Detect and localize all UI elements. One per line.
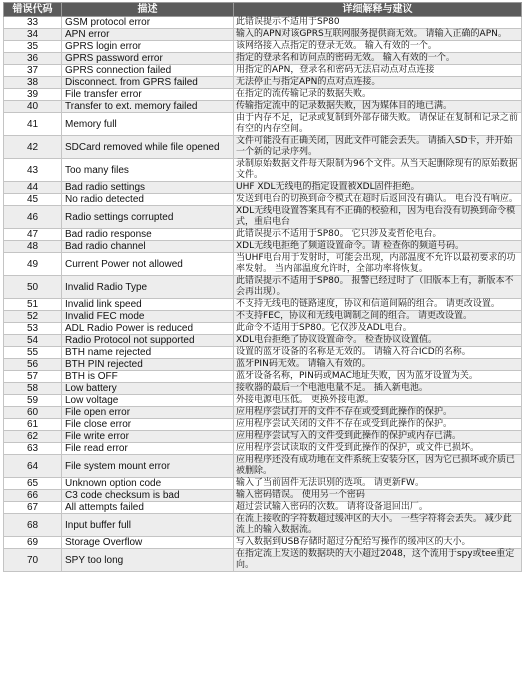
error-code-cell: 57 xyxy=(4,371,62,383)
error-name-cell: Transfer to ext. memory failed xyxy=(62,101,234,113)
error-explanation-cell: 此错误提示不适用于SP80。 它只涉及麦哲伦电台。 xyxy=(234,229,522,241)
error-name-cell: File read error xyxy=(62,443,234,455)
error-explanation-cell: 在指定流上发送的数据块的大小超过2048，这个流用于spy或tee重定向。 xyxy=(234,549,522,572)
table-body xyxy=(4,17,522,572)
error-code-cell: 64 xyxy=(4,455,62,478)
error-code-cell: 68 xyxy=(4,514,62,537)
error-explanation-cell: 此命令不适用于SP80。它仅涉及ADL电台。 xyxy=(234,323,522,335)
error-name-cell: Disconnect. from GPRS failed xyxy=(62,77,234,89)
error-explanation-cell: 传输指定流中的记录数据失败，因为媒体目的地已满。 xyxy=(234,101,522,113)
error-code-cell: 55 xyxy=(4,347,62,359)
table-row xyxy=(4,537,522,549)
error-name-cell: GPRS connection failed xyxy=(62,65,234,77)
error-code-cell: 56 xyxy=(4,359,62,371)
error-name-cell: No radio detected xyxy=(62,194,234,206)
error-name-cell: File write error xyxy=(62,431,234,443)
header-row xyxy=(4,3,522,17)
error-name-cell: Low battery xyxy=(62,383,234,395)
error-explanation-cell: UHF XDL无线电的指定设置被XDL固件拒绝。 xyxy=(234,182,522,194)
error-code-cell: 58 xyxy=(4,383,62,395)
error-code-cell: 33 xyxy=(4,17,62,29)
error-code-cell: 41 xyxy=(4,113,62,136)
table-row xyxy=(4,455,522,478)
error-name-cell: SDCard removed while file opened xyxy=(62,136,234,159)
table-row xyxy=(4,101,522,113)
table-row xyxy=(4,41,522,53)
error-code-cell: 52 xyxy=(4,311,62,323)
error-name-cell: BTH is OFF xyxy=(62,371,234,383)
error-name-cell: Invalid Radio Type xyxy=(62,276,234,299)
table-row xyxy=(4,17,522,29)
error-explanation-cell: 超过尝试输入密码的次数。 请将设备退回出厂。 xyxy=(234,502,522,514)
error-code-cell: 38 xyxy=(4,77,62,89)
error-explanation-cell: 此错误提示不适用于SP80 xyxy=(234,17,522,29)
table-row xyxy=(4,311,522,323)
error-code-cell: 37 xyxy=(4,65,62,77)
table-row xyxy=(4,113,522,136)
error-explanation-cell: 蓝牙PIN码无效。 请输入有效的。 xyxy=(234,359,522,371)
error-name-cell: Current Power not allowed xyxy=(62,253,234,276)
error-explanation-cell: 输入了当前固件无法识别的选项。 请更新FW。 xyxy=(234,478,522,490)
table-row xyxy=(4,431,522,443)
error-name-cell: File open error xyxy=(62,407,234,419)
error-explanation-cell: 当UHF电台用于发射时，可能会出现，内部温度不允许以最初要求的功率发射。 当内部温度允许时，全部功率将恢复。 xyxy=(234,253,522,276)
error-code-cell: 61 xyxy=(4,419,62,431)
error-code-cell: 53 xyxy=(4,323,62,335)
error-code-cell: 60 xyxy=(4,407,62,419)
error-explanation-cell: 在指定的流传输记录的数据失败。 xyxy=(234,89,522,101)
error-code-cell: 48 xyxy=(4,241,62,253)
table-row xyxy=(4,549,522,572)
error-name-cell: File system mount error xyxy=(62,455,234,478)
error-code-cell: 66 xyxy=(4,490,62,502)
error-name-cell: File transfer error xyxy=(62,89,234,101)
table-row xyxy=(4,335,522,347)
error-explanation-cell: 发送到电台的切换到命令模式在超时后返回没有确认。 电台没有响应。 xyxy=(234,194,522,206)
table-row xyxy=(4,383,522,395)
error-code-cell: 42 xyxy=(4,136,62,159)
error-explanation-cell: 输入密码错误。 使用另一个密码 xyxy=(234,490,522,502)
table-row xyxy=(4,347,522,359)
error-explanation-cell: 此错误提示不适用于SP80。 报警已经过时了（旧版本上有，新版本不会再出现）。 xyxy=(234,276,522,299)
error-code-cell: 51 xyxy=(4,299,62,311)
table-row xyxy=(4,182,522,194)
error-name-cell: File close error xyxy=(62,419,234,431)
header-code: 错误代码 xyxy=(4,3,62,17)
error-code-cell: 34 xyxy=(4,29,62,41)
table-row xyxy=(4,276,522,299)
error-code-cell: 40 xyxy=(4,101,62,113)
error-code-cell: 39 xyxy=(4,89,62,101)
error-code-table xyxy=(3,2,522,572)
error-explanation-cell: XDL无线电拒绝了频道设置命令。请 检查你的频道号码。 xyxy=(234,241,522,253)
error-code-cell: 50 xyxy=(4,276,62,299)
error-explanation-cell: 蓝牙设备名称，PIN码或MAC地址失败，因为蓝牙设置为关。 xyxy=(234,371,522,383)
error-explanation-cell: 不支持FEC，协议和无线电调制之间的组合。 请更改设置。 xyxy=(234,311,522,323)
error-explanation-cell: 写入数据到USB存储时超过分配给写操作的缓冲区的大小。 xyxy=(234,537,522,549)
table-header xyxy=(4,3,522,17)
table-row xyxy=(4,241,522,253)
error-explanation-cell: 不支持无线电的链路速度，协议和信道间隔的组合。 请更改设置。 xyxy=(234,299,522,311)
table-row xyxy=(4,359,522,371)
error-name-cell: APN error xyxy=(62,29,234,41)
error-code-cell: 69 xyxy=(4,537,62,549)
error-explanation-cell: 文件可能没有正确关闭，因此文件可能会丢失。 请插入SD卡，并开始一个新的记录序列。 xyxy=(234,136,522,159)
error-explanation-cell: XDL无线电设置答案具有不正确的校验和，因为电台没有切换到命令模式，重启电台 xyxy=(234,206,522,229)
error-name-cell: BTH name rejected xyxy=(62,347,234,359)
error-explanation-cell: 外接电源电压低。 更换外接电源。 xyxy=(234,395,522,407)
table-row xyxy=(4,407,522,419)
error-code-cell: 59 xyxy=(4,395,62,407)
error-explanation-cell: 录制原始数据文件每天限制为96个文件。从当天起删除现有的原始数据文件。 xyxy=(234,159,522,182)
error-explanation-cell: XDL电台拒绝了协议设置命令。 检查协议设置值。 xyxy=(234,335,522,347)
table-row xyxy=(4,514,522,537)
error-name-cell: BTH PIN rejected xyxy=(62,359,234,371)
table-row xyxy=(4,194,522,206)
error-explanation-cell: 输入的APN对该GPRS互联网服务提供商无效。 请输入正确的APN。 xyxy=(234,29,522,41)
error-explanation-cell: 无法停止与指定APN的点对点连接。 xyxy=(234,77,522,89)
error-code-cell: 70 xyxy=(4,549,62,572)
error-explanation-cell: 应用程序尝试写入的文件受到此操作的保护或内存已满。 xyxy=(234,431,522,443)
error-name-cell: GSM protocol error xyxy=(62,17,234,29)
table-row xyxy=(4,206,522,229)
error-name-cell: Bad radio response xyxy=(62,229,234,241)
error-code-cell: 46 xyxy=(4,206,62,229)
error-explanation-cell: 接收器的最后一个电池电量不足。 插入新电池。 xyxy=(234,383,522,395)
error-name-cell: Radio Protocol not supported xyxy=(62,335,234,347)
error-explanation-cell: 该网络接入点指定的登录无效。 输入有效的一个。 xyxy=(234,41,522,53)
error-code-cell: 35 xyxy=(4,41,62,53)
error-name-cell: Invalid link speed xyxy=(62,299,234,311)
error-code-cell: 36 xyxy=(4,53,62,65)
error-code-cell: 62 xyxy=(4,431,62,443)
error-name-cell: Memory full xyxy=(62,113,234,136)
error-name-cell: GPRS login error xyxy=(62,41,234,53)
table-row xyxy=(4,136,522,159)
error-code-cell: 65 xyxy=(4,478,62,490)
table-row xyxy=(4,395,522,407)
table-row xyxy=(4,490,522,502)
table-row xyxy=(4,29,522,41)
error-name-cell: Bad radio settings xyxy=(62,182,234,194)
error-code-cell: 54 xyxy=(4,335,62,347)
error-code-cell: 45 xyxy=(4,194,62,206)
table-row xyxy=(4,229,522,241)
error-name-cell: Invalid FEC mode xyxy=(62,311,234,323)
error-explanation-cell: 在流上接收的字符数超过缓冲区的大小。 一些字符将会丢失。 减少此流上的输入数据流。 xyxy=(234,514,522,537)
error-name-cell: SPY too long xyxy=(62,549,234,572)
error-name-cell: ADL Radio Power is reduced xyxy=(62,323,234,335)
table-row xyxy=(4,159,522,182)
table-row xyxy=(4,65,522,77)
error-name-cell: Too many files xyxy=(62,159,234,182)
error-code-cell: 49 xyxy=(4,253,62,276)
error-explanation-cell: 指定的登录名和访问点的密码无效。 输入有效的一个。 xyxy=(234,53,522,65)
table-row xyxy=(4,443,522,455)
table-row xyxy=(4,419,522,431)
error-explanation-cell: 应用程序尝试读取的文件受到此操作的保护，或文件已损坏。 xyxy=(234,443,522,455)
error-code-cell: 43 xyxy=(4,159,62,182)
error-name-cell: Bad radio channel xyxy=(62,241,234,253)
table-row xyxy=(4,502,522,514)
table-row xyxy=(4,299,522,311)
table-row xyxy=(4,323,522,335)
error-explanation-cell: 由于内存不足，记录或复制到外部存储失败。 请保证在复制和记录之前有空的内存空间。 xyxy=(234,113,522,136)
header-description: 描述 xyxy=(62,3,234,17)
header-explanation: 详细解释与建议 xyxy=(234,3,522,17)
error-name-cell: Storage Overflow xyxy=(62,537,234,549)
error-explanation-cell: 应用程序还没有成功地在文件系统上安装分区，因为它已损坏或介质已被删除。 xyxy=(234,455,522,478)
table-row xyxy=(4,77,522,89)
error-code-cell: 44 xyxy=(4,182,62,194)
error-code-cell: 63 xyxy=(4,443,62,455)
error-name-cell: Low voltage xyxy=(62,395,234,407)
error-explanation-cell: 用指定的APN，登录名和密码无法启动点对点连接 xyxy=(234,65,522,77)
error-explanation-cell: 设置的蓝牙设备的名称是无效的。 请输入符合ICD的名称。 xyxy=(234,347,522,359)
error-name-cell: GPRS password error xyxy=(62,53,234,65)
table-row xyxy=(4,53,522,65)
error-name-cell: Input buffer full xyxy=(62,514,234,537)
error-name-cell: All attempts failed xyxy=(62,502,234,514)
error-name-cell: Radio settings corrupted xyxy=(62,206,234,229)
table-row xyxy=(4,89,522,101)
error-code-cell: 67 xyxy=(4,502,62,514)
table-row xyxy=(4,478,522,490)
error-name-cell: C3 code checksum is bad xyxy=(62,490,234,502)
error-explanation-cell: 应用程序尝试打开的文件不存在或受到此操作的保护。 xyxy=(234,407,522,419)
table-row xyxy=(4,253,522,276)
table-row xyxy=(4,371,522,383)
error-code-cell: 47 xyxy=(4,229,62,241)
error-name-cell: Unknown option code xyxy=(62,478,234,490)
error-explanation-cell: 应用程序尝试关闭的文件不存在或受到此操作的保护。 xyxy=(234,419,522,431)
